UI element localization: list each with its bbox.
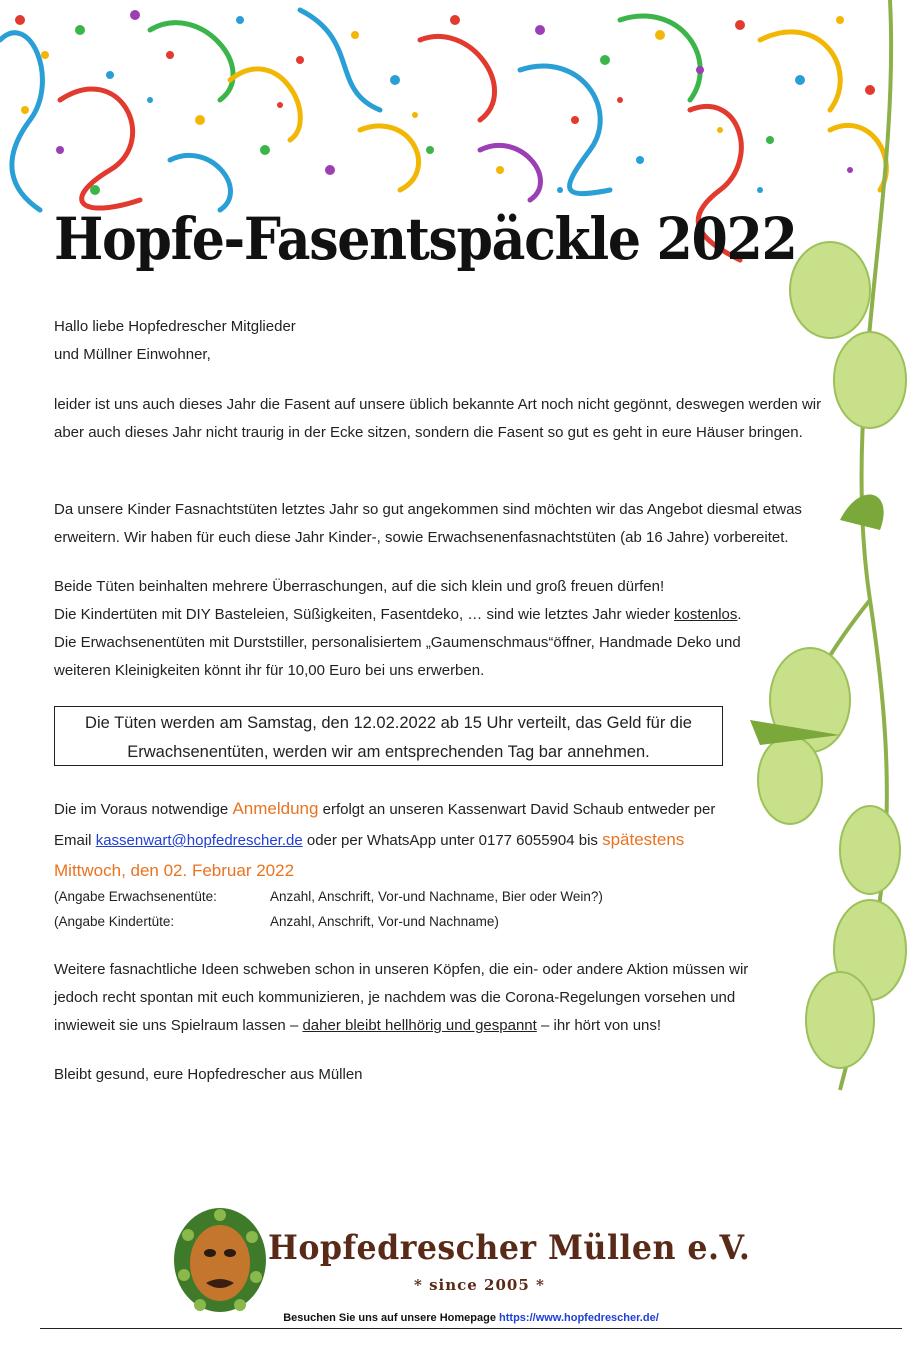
page-title: Hopfe-Fasentspäckle 2022	[54, 205, 797, 273]
details-label: (Angabe Erwachsenentüte:	[54, 889, 217, 904]
homepage-link[interactable]: https://www.hopfedrescher.de/	[499, 1312, 659, 1324]
outlook-text: Weitere fasnachtliche Ideen schweben schon in unseren Köpfen, die ein- oder andere Aktion müssen wir jedoch recht spontan mit euch kommunizieren, je nachdem was die Corona-Regelungen vorsehen und inwieweit sie uns Spielraum lassen –	[54, 961, 749, 1034]
footer	[40, 1312, 902, 1324]
registration-keyword: Anmeldung	[232, 799, 319, 818]
registration-paragraph	[54, 794, 754, 887]
greeting	[54, 313, 296, 369]
details-row-child	[54, 909, 603, 934]
outlook-end: – ihr hört von uns!	[536, 1017, 662, 1034]
details-value: Anzahl, Anschrift, Vor-und Nachname, Bier oder Wein?)	[270, 889, 603, 904]
contents-line-2-end: .	[737, 606, 742, 623]
footer-divider	[40, 1328, 902, 1329]
registration-text-2: erfolgt an unseren Kassenwart David Schaub entweder per Email	[54, 801, 716, 849]
registration-details	[54, 884, 603, 934]
club-name: Hopfedrescher Müllen e.V.	[268, 1228, 751, 1268]
distribution-notice-box: Die Tüten werden am Samstag, den 12.02.2022 ab 15 Uhr verteilt, das Geld für die Erwachsenentüten, werden wir am entsprechenden Tag bar annehmen.	[54, 706, 723, 766]
contents-line-2-text: Die Kindertüten mit DIY Basteleien, Süßigkeiten, Fasentdeko, … sind wie letztes Jahr wieder	[54, 606, 675, 623]
closing-line: Bleibt gesund, eure Hopfedrescher aus Müllen	[54, 1066, 363, 1083]
outlook-emphasis: daher bleibt hellhörig und gespannt	[302, 1017, 537, 1034]
registration-text-3: oder per WhatsApp unter 0177 6055904 bis	[302, 832, 603, 849]
outlook-paragraph	[54, 956, 794, 1040]
club-since: * since 2005 *	[414, 1276, 545, 1294]
offer-paragraph: Da unsere Kinder Fasnachtstüten letztes Jahr so gut angekommen sind möchten wir das Angebot diesmal etwas erweitern. Wir haben für euch diese Jahr Kinder-, sowie Erwachsenenfasnachtstüten (ab 16 Jahre) vorbereitet.	[54, 501, 802, 546]
registration-text-1: Die im Voraus notwendige	[54, 801, 233, 818]
email-link[interactable]: kassenwart@hopfedrescher.de	[95, 832, 303, 849]
greeting-line-1: Hallo liebe Hopfedrescher Mitglieder	[54, 318, 296, 335]
registration-deadline: spätestens Mittwoch, den 02. Februar 2022	[54, 830, 685, 880]
contents-paragraph	[54, 573, 794, 685]
footer-text: Besuchen Sie uns auf unsere Homepage	[283, 1312, 500, 1324]
details-label: (Angabe Kindertüte:	[54, 914, 175, 929]
free-emphasis: kostenlos	[674, 606, 738, 623]
details-value: Anzahl, Anschrift, Vor-und Nachname)	[270, 914, 499, 929]
contents-line-3: Die Erwachsenentüten mit Durststiller, personalisiertem „Gaumenschmaus“öffner, Handmade Deko und weiteren Kleinigkeiten könnt ihr für 10,00 Euro bei uns erwerben.	[54, 634, 741, 679]
contents-line-1: Beide Tüten beinhalten mehrere Überraschungen, auf die sich klein und groß freuen dürfen!	[54, 578, 665, 595]
greeting-line-2: und Müllner Einwohner,	[54, 346, 211, 363]
contents-line-2	[54, 601, 794, 629]
intro-paragraph: leider ist uns auch dieses Jahr die Fasent auf unsere üblich bekannte Art noch nicht gegönnt, deswegen werden wir aber auch dieses Jahr nicht traurig in der Ecke sitzen, sondern die Fasent so gut es geht in eure Häuser bringen.	[54, 396, 822, 441]
club-mask-logo	[170, 1205, 270, 1315]
details-row-adult	[54, 884, 603, 909]
